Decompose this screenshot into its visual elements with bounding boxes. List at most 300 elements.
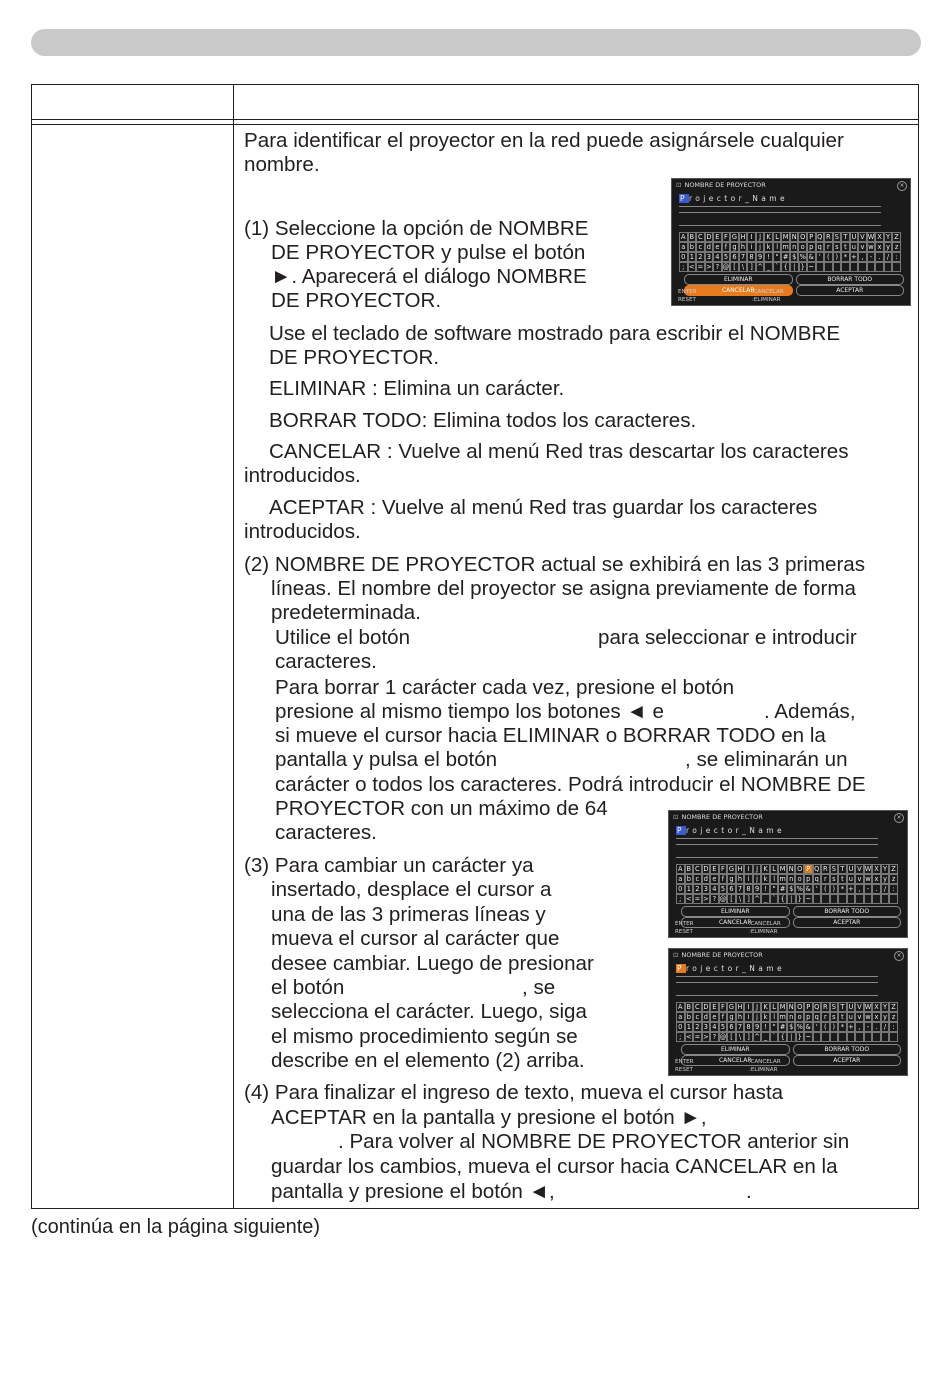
keyboard-key[interactable]: 3 (702, 884, 711, 894)
eliminar-button[interactable]: ELIMINAR (681, 1044, 790, 1055)
keyboard-key[interactable]: v (855, 874, 864, 884)
keyboard-key[interactable]: I (747, 232, 756, 242)
keyboard-key[interactable]: = (697, 263, 704, 271)
close-icon[interactable]: × (894, 951, 904, 961)
keyboard-key[interactable]: D (703, 1003, 709, 1011)
keyboard-key[interactable]: a (676, 874, 685, 884)
keyboard-key[interactable]: O (800, 233, 806, 241)
keyboard-key[interactable]: g (727, 874, 736, 884)
keyboard-key[interactable]: C (695, 1003, 700, 1011)
keyboard-key[interactable]: 0 (679, 252, 688, 262)
keyboard-key[interactable]: ? (713, 262, 722, 272)
borrar-todo-button[interactable]: BORRAR TODO (796, 274, 905, 285)
keyboard-key[interactable]: ! (761, 884, 770, 894)
keyboard-key[interactable]: d (705, 242, 714, 252)
keyboard-key[interactable]: y (881, 874, 890, 884)
keyboard-key[interactable]: # (779, 1023, 786, 1031)
keyboard-key[interactable] (864, 1032, 873, 1042)
keyboard-key[interactable] (813, 1032, 822, 1042)
keyboard-key[interactable]: _ (761, 1032, 770, 1042)
keyboard-key[interactable]: p (804, 1012, 813, 1022)
keyboard-key[interactable]: h (739, 242, 748, 252)
keyboard-key[interactable]: z (892, 242, 901, 252)
keyboard-key[interactable]: H (740, 233, 746, 241)
keyboard-key[interactable]: ] (744, 894, 753, 904)
keyboard-key[interactable]: Z (894, 233, 899, 241)
keyboard-key[interactable] (821, 894, 830, 904)
keyboard-key[interactable] (816, 262, 825, 272)
keyboard-key[interactable]: 6 (727, 1022, 736, 1032)
keyboard-key[interactable]: 6 (727, 884, 736, 894)
keyboard-key[interactable]: g (730, 242, 739, 252)
keyboard-key[interactable]: } (796, 1032, 805, 1042)
keyboard-key[interactable]: : (889, 1022, 898, 1032)
keyboard-key[interactable]: I (744, 1002, 753, 1012)
keyboard-key[interactable]: P (804, 864, 813, 874)
keyboard-key[interactable]: [ (730, 262, 739, 272)
keyboard-key[interactable] (881, 894, 890, 904)
keyboard-key[interactable]: ( (821, 884, 830, 894)
keyboard-key[interactable]: o (795, 1012, 804, 1022)
cancelar-button[interactable]: CANCELAR (684, 285, 793, 296)
keyboard-key[interactable]: l (770, 1012, 779, 1022)
keyboard-key[interactable]: 7 (739, 252, 748, 262)
keyboard-key[interactable]: ^ (757, 263, 763, 271)
keyboard-key[interactable]: Y (881, 864, 890, 874)
keyboard-key[interactable] (847, 1032, 856, 1042)
keyboard-key[interactable]: U (848, 865, 854, 873)
keyboard-key[interactable]: X (874, 865, 879, 873)
keyboard-key[interactable]: I (744, 864, 753, 874)
keyboard-key[interactable]: j (756, 242, 765, 252)
keyboard-key[interactable]: x (872, 874, 881, 884)
keyboard-key[interactable]: $ (787, 884, 796, 894)
keyboard-key[interactable]: q (816, 242, 825, 252)
keyboard-key[interactable]: W (867, 233, 875, 241)
keyboard-key[interactable]: N (791, 233, 797, 241)
keyboard-key[interactable]: ' (816, 252, 825, 262)
name-field[interactable] (679, 194, 788, 203)
name-field[interactable] (676, 964, 785, 973)
keyboard-key[interactable]: a (679, 242, 688, 252)
keyboard-key[interactable]: . (875, 252, 884, 262)
keyboard-key[interactable]: N (788, 865, 794, 873)
keyboard-key[interactable]: R (826, 233, 831, 241)
borrar-todo-button[interactable]: BORRAR TODO (793, 1044, 902, 1055)
keyboard-key[interactable]: 1 (685, 884, 694, 894)
keyboard-key[interactable]: 8 (744, 1022, 753, 1032)
keyboard-key[interactable]: B (689, 233, 695, 241)
keyboard-key[interactable]: ) (830, 1022, 839, 1032)
keyboard-key[interactable]: u (850, 242, 859, 252)
cancelar-button[interactable]: CANCELAR (681, 917, 790, 928)
keyboard-key[interactable]: T (838, 864, 847, 874)
keyboard-key[interactable]: s (833, 242, 842, 252)
keyboard-key[interactable]: C (695, 865, 700, 873)
keyboard-key[interactable]: = (694, 1033, 701, 1041)
keyboard-key[interactable]: f (719, 874, 728, 884)
keyboard-key[interactable]: ] (747, 262, 756, 272)
keyboard-key[interactable]: , (858, 252, 867, 262)
keyboard-key[interactable]: W (864, 1003, 872, 1011)
keyboard-key[interactable] (889, 894, 898, 904)
keyboard-key[interactable]: U (851, 233, 857, 241)
keyboard-key[interactable]: m (782, 243, 789, 251)
keyboard-key[interactable]: + (851, 253, 857, 261)
keyboard-key[interactable]: : (889, 884, 898, 894)
keyboard-key[interactable]: 4 (713, 252, 722, 262)
keyboard-key[interactable]: $ (787, 1022, 796, 1032)
keyboard-key[interactable] (821, 1032, 830, 1042)
keyboard-key[interactable]: & (805, 1023, 811, 1031)
keyboard-key[interactable]: z (889, 1012, 898, 1022)
aceptar-button[interactable]: ACEPTAR (796, 285, 905, 296)
keyboard-key[interactable]: Y (884, 232, 893, 242)
keyboard-key[interactable]: J (756, 232, 765, 242)
keyboard-key[interactable]: l (773, 242, 782, 252)
keyboard-key[interactable] (884, 262, 893, 272)
keyboard-key[interactable]: ` (770, 894, 779, 904)
keyboard-key[interactable]: T (838, 1002, 847, 1012)
keyboard-key[interactable]: p (807, 242, 816, 252)
keyboard-key[interactable]: 8 (744, 884, 753, 894)
keyboard-key[interactable]: % (796, 885, 803, 893)
aceptar-button[interactable]: ACEPTAR (793, 1055, 902, 1066)
keyboard-key[interactable]: { (778, 1032, 787, 1042)
keyboard-key[interactable]: + (848, 1023, 854, 1031)
keyboard-key[interactable]: c (693, 1012, 702, 1022)
keyboard-key[interactable]: E (710, 864, 719, 874)
keyboard-key[interactable]: 2 (696, 252, 705, 262)
keyboard-key[interactable]: t (841, 242, 850, 252)
keyboard-key[interactable]: S (830, 1002, 839, 1012)
keyboard-key[interactable]: J (753, 1002, 762, 1012)
keyboard-key[interactable]: K (764, 232, 773, 242)
keyboard-key[interactable]: L (770, 864, 779, 874)
keyboard-key[interactable]: 1 (688, 252, 697, 262)
keyboard-key[interactable]: 8 (747, 252, 756, 262)
keyboard-key[interactable] (830, 894, 839, 904)
keyboard-key[interactable] (830, 1032, 839, 1042)
keyboard-key[interactable]: e (710, 1012, 719, 1022)
keyboard-key[interactable]: " (770, 1022, 779, 1032)
keyboard-key[interactable]: [ (727, 1032, 736, 1042)
keyboard-key[interactable]: H (737, 1003, 743, 1011)
keyboard-key[interactable]: ( (824, 252, 833, 262)
aceptar-button[interactable]: ACEPTAR (793, 917, 902, 928)
keyboard-key[interactable]: 3 (702, 1022, 711, 1032)
keyboard-key[interactable]: m (779, 875, 786, 883)
keyboard-key[interactable]: ! (764, 252, 773, 262)
keyboard-key[interactable] (872, 894, 881, 904)
keyboard-key[interactable]: 2 (693, 1022, 702, 1032)
keyboard-key[interactable]: k (761, 1012, 770, 1022)
keyboard-key[interactable]: e (710, 874, 719, 884)
keyboard-key[interactable]: g (727, 1012, 736, 1022)
keyboard-key[interactable]: n (787, 874, 796, 884)
keyboard-key[interactable]: T (841, 232, 850, 242)
keyboard-key[interactable]: * (838, 1022, 847, 1032)
keyboard-key[interactable]: x (872, 1012, 881, 1022)
keyboard-key[interactable]: M (782, 233, 789, 241)
keyboard-key[interactable]: ^ (754, 1033, 760, 1041)
keyboard-key[interactable]: \ (739, 262, 748, 272)
keyboard-key[interactable]: 5 (719, 884, 728, 894)
keyboard-key[interactable] (864, 894, 873, 904)
keyboard-key[interactable]: < (689, 263, 695, 271)
keyboard-key[interactable]: l (770, 874, 779, 884)
keyboard-key[interactable]: } (796, 894, 805, 904)
keyboard-key[interactable]: B (686, 1003, 692, 1011)
keyboard-key[interactable]: h (736, 1012, 745, 1022)
keyboard-key[interactable]: J (753, 864, 762, 874)
keyboard-key[interactable]: y (884, 242, 893, 252)
cancelar-button[interactable]: CANCELAR (681, 1055, 790, 1066)
keyboard-key[interactable]: y (881, 1012, 890, 1022)
keyboard-key[interactable]: _ (761, 894, 770, 904)
keyboard-key[interactable]: / (884, 252, 893, 262)
keyboard-key[interactable]: 0 (676, 1022, 685, 1032)
keyboard-key[interactable]: " (770, 884, 779, 894)
keyboard-key[interactable]: < (686, 1033, 692, 1041)
keyboard-key[interactable] (867, 262, 876, 272)
keyboard-key[interactable]: > (703, 1033, 709, 1041)
keyboard-key[interactable]: t (838, 1012, 847, 1022)
keyboard-key[interactable]: @ (722, 263, 730, 271)
keyboard-key[interactable] (847, 894, 856, 904)
keyboard-key[interactable]: k (764, 242, 773, 252)
keyboard-key[interactable]: w (865, 875, 871, 883)
keyboard-key[interactable]: / (881, 884, 890, 894)
keyboard-key[interactable]: Z (891, 1003, 896, 1011)
keyboard-key[interactable]: x (875, 242, 884, 252)
keyboard-key[interactable] (855, 1032, 864, 1042)
keyboard-key[interactable]: ) (830, 884, 839, 894)
keyboard-key[interactable]: V (858, 232, 867, 242)
keyboard-key[interactable]: F (722, 232, 731, 242)
keyboard-key[interactable]: r (824, 242, 833, 252)
keyboard-key[interactable]: d (702, 1012, 711, 1022)
keyboard-key[interactable]: # (779, 885, 786, 893)
keyboard-key[interactable]: ] (744, 1032, 753, 1042)
keyboard-key[interactable]: c (696, 242, 705, 252)
keyboard-key[interactable]: } (799, 262, 808, 272)
keyboard-key[interactable]: ` (773, 262, 782, 272)
keyboard-key[interactable]: ? (710, 1032, 719, 1042)
keyboard-key[interactable]: - (867, 252, 876, 262)
keyboard-key[interactable]: ; (679, 262, 688, 272)
keyboard-key[interactable]: O (797, 865, 803, 873)
keyboard-key[interactable]: , (855, 884, 864, 894)
keyboard-key[interactable]: P (807, 232, 816, 242)
keyboard-key[interactable]: 9 (756, 252, 765, 262)
keyboard-key[interactable]: ( (821, 1022, 830, 1032)
keyboard-key[interactable]: 7 (736, 1022, 745, 1032)
keyboard-key[interactable]: q (813, 874, 822, 884)
keyboard-key[interactable]: _ (764, 262, 773, 272)
keyboard-key[interactable]: C (698, 233, 703, 241)
keyboard-key[interactable]: . (872, 884, 881, 894)
borrar-todo-button[interactable]: BORRAR TODO (793, 906, 902, 917)
keyboard-key[interactable]: { (778, 894, 787, 904)
keyboard-key[interactable]: S (833, 232, 842, 242)
keyboard-key[interactable]: ' (813, 884, 822, 894)
keyboard-key[interactable] (833, 262, 842, 272)
keyboard-key[interactable]: o (798, 242, 807, 252)
keyboard-key[interactable]: b (685, 874, 694, 884)
keyboard-key[interactable]: P (804, 1002, 813, 1012)
keyboard-key[interactable]: ` (770, 1032, 779, 1042)
keyboard-key[interactable]: 6 (730, 252, 739, 262)
keyboard-key[interactable]: v (855, 1012, 864, 1022)
keyboard-key[interactable]: Z (891, 865, 896, 873)
keyboard-key[interactable]: V (855, 864, 864, 874)
keyboard-key[interactable]: a (676, 1012, 685, 1022)
keyboard-key[interactable]: h (736, 874, 745, 884)
keyboard-key[interactable]: 7 (736, 884, 745, 894)
keyboard-key[interactable]: f (719, 1012, 728, 1022)
keyboard-key[interactable]: E (710, 1002, 719, 1012)
keyboard-key[interactable]: & (805, 885, 811, 893)
keyboard-key[interactable]: = (694, 895, 701, 903)
keyboard-key[interactable]: * (838, 884, 847, 894)
keyboard-key[interactable]: w (865, 1013, 871, 1021)
keyboard-key[interactable] (855, 894, 864, 904)
eliminar-button[interactable]: ELIMINAR (681, 906, 790, 917)
keyboard-key[interactable]: G (728, 1003, 735, 1011)
keyboard-key[interactable] (872, 1032, 881, 1042)
keyboard-key[interactable]: K (761, 864, 770, 874)
keyboard-key[interactable]: " (773, 252, 782, 262)
keyboard-key[interactable]: > (703, 895, 709, 903)
keyboard-key[interactable]: 9 (753, 1022, 762, 1032)
keyboard-key[interactable]: % (796, 1023, 803, 1031)
keyboard-key[interactable]: w (868, 243, 874, 251)
keyboard-key[interactable]: ' (813, 1022, 822, 1032)
keyboard-key[interactable]: E (713, 232, 722, 242)
keyboard-key[interactable] (824, 262, 833, 272)
keyboard-key[interactable]: N (788, 1003, 794, 1011)
keyboard-key[interactable]: ~ (805, 895, 812, 903)
keyboard-key[interactable] (838, 894, 847, 904)
keyboard-key[interactable] (892, 262, 901, 272)
keyboard-key[interactable]: Q (814, 865, 820, 873)
keyboard-key[interactable]: S (830, 864, 839, 874)
keyboard-key[interactable]: j (753, 1012, 762, 1022)
keyboard-key[interactable]: b (685, 1012, 694, 1022)
close-icon[interactable]: × (897, 181, 907, 191)
keyboard-key[interactable]: < (686, 895, 692, 903)
keyboard-key[interactable]: c (693, 874, 702, 884)
keyboard-key[interactable]: ; (676, 1032, 685, 1042)
keyboard-key[interactable]: \ (736, 894, 745, 904)
keyboard-key[interactable]: @ (719, 1033, 727, 1041)
keyboard-key[interactable]: u (847, 874, 856, 884)
keyboard-key[interactable]: Y (881, 1002, 890, 1012)
keyboard-key[interactable]: 1 (685, 1022, 694, 1032)
keyboard-key[interactable]: R (823, 1003, 828, 1011)
keyboard-key[interactable]: k (761, 874, 770, 884)
keyboard-key[interactable]: F (719, 1002, 728, 1012)
keyboard-key[interactable]: ~ (808, 263, 815, 271)
keyboard-key[interactable]: $ (790, 252, 799, 262)
keyboard-key[interactable]: G (731, 233, 738, 241)
eliminar-button[interactable]: ELIMINAR (684, 274, 793, 285)
keyboard-key[interactable]: i (744, 1012, 753, 1022)
keyboard-key[interactable]: r (821, 1012, 830, 1022)
keyboard-key[interactable]: @ (719, 895, 727, 903)
keyboard-key[interactable]: | (790, 262, 799, 272)
keyboard-key[interactable] (841, 262, 850, 272)
keyboard-key[interactable]: \ (736, 1032, 745, 1042)
keyboard-key[interactable]: ; (676, 894, 685, 904)
keyboard-key[interactable]: + (848, 885, 854, 893)
keyboard-key[interactable]: R (823, 865, 828, 873)
keyboard-key[interactable]: v (858, 242, 867, 252)
keyboard-key[interactable] (858, 262, 867, 272)
keyboard-key[interactable]: i (744, 874, 753, 884)
keyboard-key[interactable]: o (795, 874, 804, 884)
keyboard-key[interactable] (838, 1032, 847, 1042)
keyboard-key[interactable]: # (782, 253, 789, 261)
keyboard-key[interactable]: X (877, 233, 882, 241)
keyboard-key[interactable]: W (864, 865, 872, 873)
keyboard-key[interactable]: t (838, 874, 847, 884)
keyboard-key[interactable]: X (874, 1003, 879, 1011)
keyboard-key[interactable]: G (728, 865, 735, 873)
keyboard-key[interactable]: ^ (754, 895, 760, 903)
keyboard-key[interactable]: m (779, 1013, 786, 1021)
keyboard-key[interactable]: | (787, 894, 796, 904)
keyboard-key[interactable]: r (821, 874, 830, 884)
keyboard-key[interactable]: K (761, 1002, 770, 1012)
keyboard-key[interactable]: j (753, 874, 762, 884)
keyboard-key[interactable]: ) (833, 252, 842, 262)
keyboard-key[interactable]: > (706, 263, 712, 271)
keyboard-key[interactable]: M (779, 1003, 786, 1011)
keyboard-key[interactable]: - (864, 884, 873, 894)
keyboard-key[interactable]: Q (817, 233, 823, 241)
keyboard-key[interactable]: ? (710, 894, 719, 904)
keyboard-key[interactable] (813, 894, 822, 904)
keyboard-key[interactable]: D (706, 233, 712, 241)
keyboard-key[interactable]: B (686, 865, 692, 873)
keyboard-key[interactable]: p (804, 874, 813, 884)
keyboard-key[interactable]: H (737, 865, 743, 873)
keyboard-key[interactable]: | (787, 1032, 796, 1042)
keyboard-key[interactable]: M (779, 865, 786, 873)
keyboard-key[interactable]: n (790, 242, 799, 252)
keyboard-key[interactable]: A (676, 864, 685, 874)
keyboard-key[interactable]: b (688, 242, 697, 252)
keyboard-key[interactable]: L (770, 1002, 779, 1012)
keyboard-key[interactable] (850, 262, 859, 272)
keyboard-key[interactable]: q (813, 1012, 822, 1022)
keyboard-key[interactable]: . (872, 1022, 881, 1032)
keyboard-key[interactable]: A (676, 1002, 685, 1012)
keyboard-key[interactable]: 4 (710, 884, 719, 894)
keyboard-key[interactable]: s (830, 874, 839, 884)
keyboard-key[interactable]: ~ (805, 1033, 812, 1041)
keyboard-key[interactable]: d (702, 874, 711, 884)
keyboard-key[interactable]: L (773, 232, 782, 242)
keyboard-key[interactable]: { (781, 262, 790, 272)
keyboard-key[interactable]: 5 (722, 252, 731, 262)
keyboard-key[interactable] (889, 1032, 898, 1042)
keyboard-key[interactable]: e (713, 242, 722, 252)
keyboard-key[interactable]: V (855, 1002, 864, 1012)
keyboard-key[interactable]: % (799, 253, 806, 261)
